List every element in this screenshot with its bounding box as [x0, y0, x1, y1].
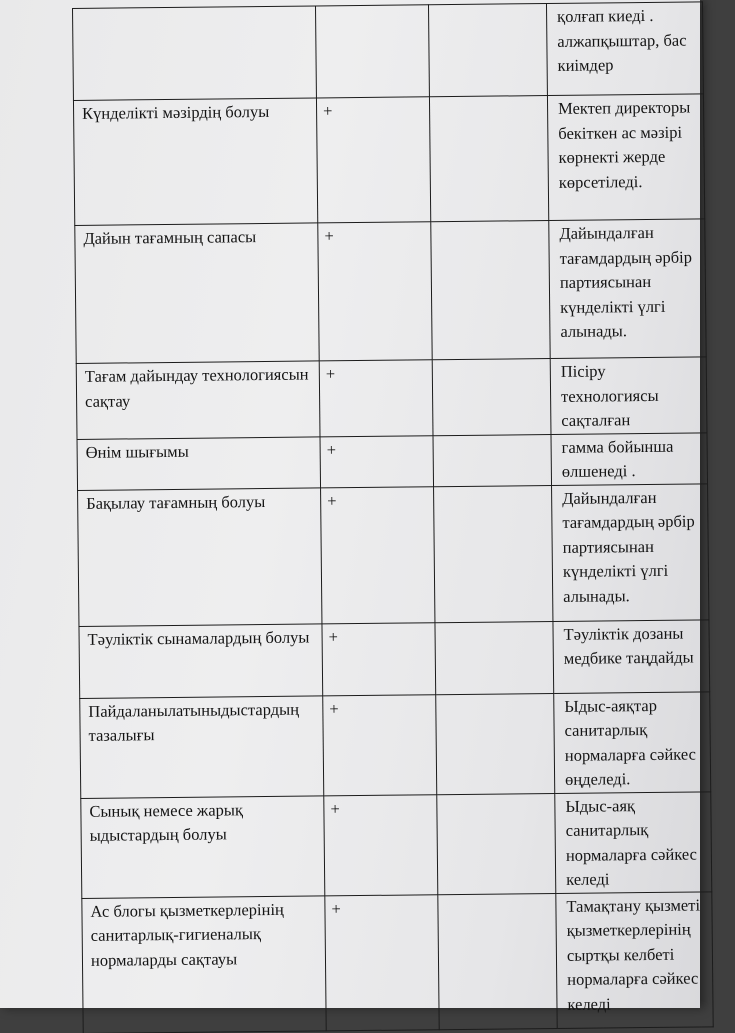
criteria-table — [72, 1, 714, 1033]
mark-cell: + — [321, 486, 435, 623]
table-row — [78, 483, 709, 626]
description-cell: Дайындалған тағамдардың әрбір партиясынан күнделікті үлгі алынады. — [552, 483, 709, 621]
mark-cell: + — [322, 622, 436, 695]
criterion-cell: Сынық немесе жарық ыдыстардың болуы — [81, 795, 325, 898]
mark-cell: + — [323, 694, 437, 795]
table-row — [76, 357, 707, 439]
extra-cell — [428, 4, 547, 97]
criterion-cell: Күнделікті мәзірдің болуы — [73, 98, 317, 226]
criterion-cell: Тағам дайындау технологиясын сақтау — [76, 361, 320, 439]
table-row — [77, 432, 707, 490]
mark-cell — [315, 5, 429, 98]
description-cell: Ыдыс-аяқтар санитарлық нормаларға сәйкес өңделеді. — [554, 691, 711, 793]
description-cell: қолғап киеді . алжапқыштар, бас киімдер — [546, 2, 703, 96]
criterion-cell: Өнім шығымы — [77, 436, 321, 490]
table-row — [82, 891, 713, 1033]
mark-cell: + — [316, 97, 430, 223]
extra-cell — [436, 693, 555, 794]
criterion-cell: Пайдаланылатыныдыстардың тазалығы — [80, 695, 324, 798]
criterion-cell: Дайын тағамның сапасы — [75, 223, 319, 364]
table-row — [73, 2, 704, 101]
description-cell: Тәуліктік дозаны медбике таңдайды — [553, 619, 710, 693]
table-row — [79, 619, 710, 698]
mark-cell: + — [320, 435, 434, 487]
extra-cell — [429, 96, 548, 222]
extra-cell — [438, 893, 557, 1029]
table-row — [80, 691, 711, 798]
extra-cell — [434, 485, 553, 622]
criterion-cell — [73, 6, 317, 101]
description-cell: Дайындалған тағамдардың әрбір партиясынан күнделікті үлгі алынады. — [549, 219, 706, 359]
criterion-cell: Бақылау тағамның болуы — [78, 487, 322, 626]
criterion-cell: Тәуліктік сынамалардың болуы — [79, 623, 323, 698]
extra-cell — [437, 793, 556, 894]
extra-cell — [433, 434, 552, 486]
table-row — [81, 791, 712, 898]
description-cell: гамма бойынша өлшенеді . — [551, 432, 708, 485]
mark-cell: + — [325, 894, 439, 1030]
mark-cell: + — [319, 360, 433, 437]
description-cell: Пісіру технологиясы сақталған — [550, 357, 707, 434]
extra-cell — [431, 221, 550, 360]
extra-cell — [435, 621, 554, 694]
table-row — [73, 94, 704, 226]
description-cell: Тамақтану қызметі қызметкерлерінің сыртқы келбеті нормаларға сәйкес келеді — [556, 891, 713, 1028]
table-container — [72, 1, 714, 1033]
mark-cell: + — [318, 222, 432, 361]
criterion-cell: Ас блогы қызметкерлерінің санитарлық-гигиеналық нормаларды сақтауы — [82, 895, 326, 1033]
table-row — [75, 219, 706, 364]
description-cell: Мектеп директоры бекіткен ас мәзірі көрнекті жерде көрсетіледі. — [547, 94, 704, 221]
description-cell: Ыдыс-аяқ санитарлық нормаларға сәйкес келеді — [555, 791, 712, 893]
mark-cell: + — [324, 794, 438, 895]
extra-cell — [432, 359, 551, 436]
